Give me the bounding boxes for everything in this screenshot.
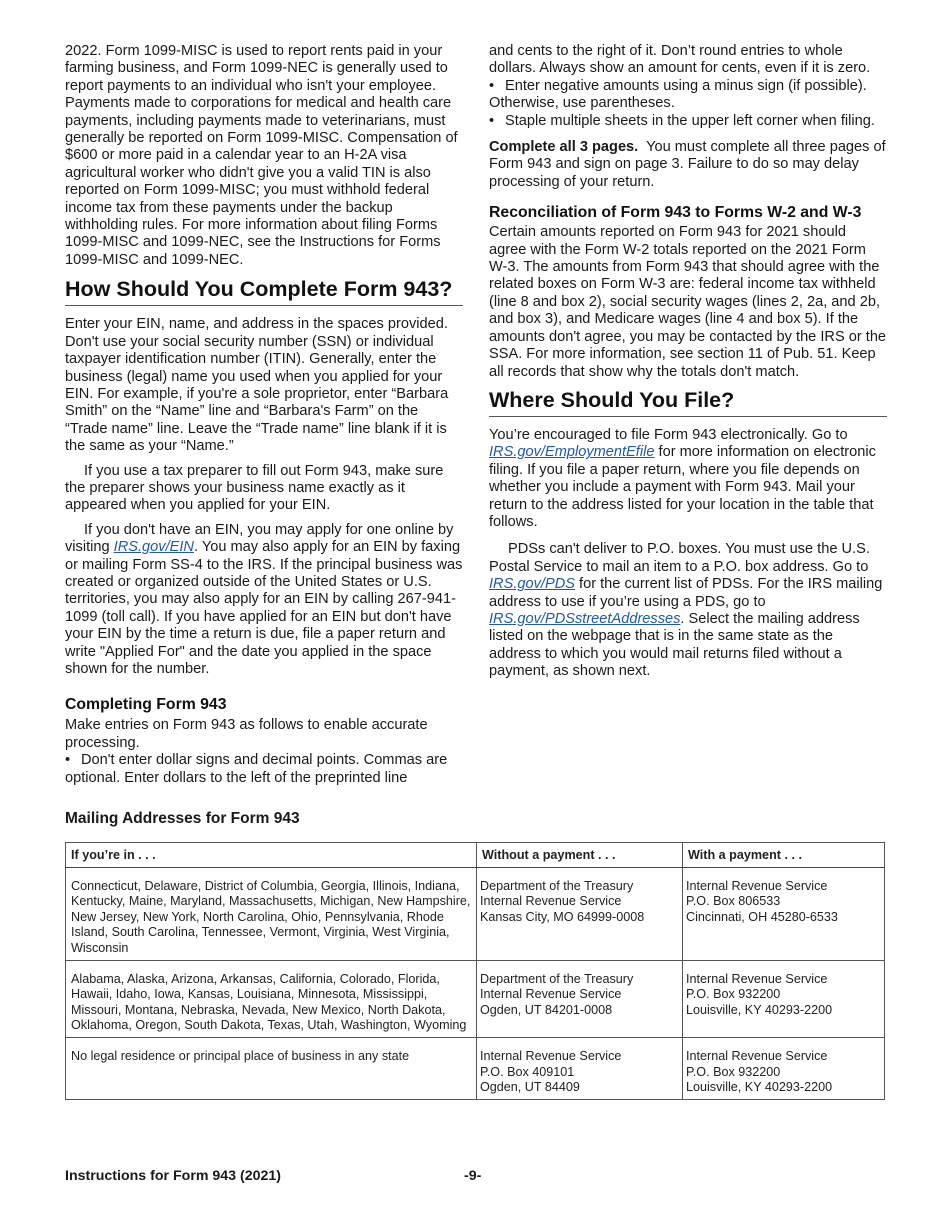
address-line: Internal Revenue Service: [686, 1048, 828, 1063]
address-line: Internal Revenue Service: [480, 1048, 622, 1063]
bullet-dollar-signs: [65, 752, 463, 787]
paragraph-cents: and cents to the right of it. Don’t round entries to whole dollars. Always show an amount for cents, even if it is zero.: [489, 43, 871, 77]
paragraph-complete-all-pages: [489, 139, 887, 191]
paragraph-ein-name-address: Enter your EIN, name, and address in the spaces provided. Don't use your social security number (SSN) or individual taxpayer identification number (ITIN). Generally, enter the business (legal) name you used when you applied for your EIN. For example, if you're a sole proprietor, enter “Barbara Smith” on the “Name” line and “Barbara's Farm” on the “Trade name” line. Leave the “Trade name” line blank if it is the same as your “Name.”: [65, 316, 449, 455]
complete-all-pages-lead: Complete all 3 pages.: [489, 139, 639, 156]
paragraph-pds-text-3: . Select the mailing address listed on the webpage that is in the same state as the address to which you would mail returns filed without a payment, as shown next.: [489, 610, 860, 680]
complete-all-pages-text: You must complete all three pages of Form 943 and sign on page 3. Failure to do so may delay processing of your return.: [489, 139, 886, 190]
link-irs-pds-street-addresses[interactable]: IRS.gov/PDSstreetAddresses: [489, 610, 681, 627]
link-irs-pds[interactable]: IRS.gov/PDS: [489, 576, 575, 593]
paragraph-pds-text-2: for the current list of PDSs. For the IRS mailing address to use if you’re using a PDS, go to: [489, 576, 883, 610]
cell-without-payment: [477, 867, 683, 960]
paragraph-1099-intro: 2022. Form 1099-MISC is used to report rents paid in your farming business, and Form 1099-NEC is generally used to report payments to an individual who isn't your employee. Payments made to corporations for medical and health care payments, including payments made to veterinarians, must generally be reported on Form 1099-MISC. Compensation of $600 or more paid in a calendar year to an H-2A visa agricultural worker who didn't give you a valid TIN is also reported on Form 1099-MISC; you must withhold federal income tax from these payments under the backup withholding rules. For more information about filing Forms 1099-MISC and 1099-NEC, see the Instructions for Forms 1099-MISC and 1099-NEC.: [65, 43, 458, 268]
paragraph-reconciliation: Certain amounts reported on Form 943 for 2021 should agree with the Form W-2 totals reported on the 2021 Form W-3. The amounts from Form 943 that should agree with the related boxes on Form W-3 are: federal income tax withheld (line 8 and box 2), social security wages (lines 2, 2a, and 2b, and box 3), and Medicare wages (line 4 and box 5). If the amounts don't agree, you may be contacted by the IRS or the SSA. For more information, see section 11 of Pub. 51. Keep all records that show why the totals don't match.: [489, 224, 887, 380]
address-line: Department of the Treasury: [480, 878, 634, 893]
paragraph-pds-text-1: PDSs can't deliver to P.O. boxes. You must use the U.S. Postal Service to mail an item to a P.O. box address. Go to: [489, 541, 870, 575]
heading-completing-form: Completing Form 943: [65, 696, 227, 714]
address-line: Department of the Treasury: [480, 971, 634, 986]
paragraph-pds: [489, 541, 887, 680]
header-location: If you’re in . . .: [66, 843, 477, 868]
address-line: P.O. Box 409101: [480, 1064, 575, 1079]
address-line: Ogden, UT 84409: [480, 1080, 580, 1095]
link-irs-ein[interactable]: IRS.gov/EIN: [113, 539, 194, 556]
address-line: Ogden, UT 84201-0008: [480, 1002, 613, 1017]
link-irs-employment-efile[interactable]: IRS.gov/EmploymentEfile: [489, 444, 655, 461]
paragraph-no-ein: [65, 522, 463, 679]
header-without-payment: Without a payment . . .: [477, 843, 683, 868]
bullet-icon: •: [65, 752, 71, 769]
paragraph-make-entries: Make entries on Form 943 as follows to enable accurate processing.: [65, 717, 428, 751]
footer-doc-title: Instructions for Form 943 (2021): [65, 1168, 282, 1184]
paragraph-efile: [489, 427, 887, 531]
bullet-icon: •: [489, 112, 495, 129]
address-line: P.O. Box 932200: [686, 987, 781, 1002]
mailing-addresses-table: [65, 842, 885, 1100]
address-line: Louisville, KY 40293-2200: [686, 1002, 833, 1017]
bullet-icon: •: [489, 77, 495, 94]
paragraph-tax-preparer: If you use a tax preparer to fill out Form 943, make sure the preparer shows your business name exactly as it appeared when you applied for your EIN.: [65, 462, 444, 514]
cell-without-payment: [477, 1037, 683, 1099]
heading-reconciliation: Reconciliation of Form 943 to Forms W-2 and W-3: [489, 204, 862, 222]
table-row: [66, 1037, 885, 1099]
paragraph-no-ein-text-1: If you don't have an EIN, you may apply for one online by visiting: [65, 521, 454, 556]
address-line: P.O. Box 932200: [686, 1064, 781, 1079]
address-line: Internal Revenue Service: [480, 987, 622, 1002]
bullet-negative-amounts-text: Enter negative amounts using a minus sign (if possible). Otherwise, use parentheses.: [489, 77, 867, 112]
paragraph-efile-text-1: You’re encouraged to file Form 943 electronically. Go to: [489, 426, 848, 443]
header-with-payment: With a payment . . .: [683, 843, 885, 868]
footer-page-number: -9-: [464, 1168, 482, 1184]
address-line: Internal Revenue Service: [480, 894, 622, 909]
heading-how-complete: How Should You Complete Form 943?: [65, 276, 463, 306]
address-line: Internal Revenue Service: [686, 971, 828, 986]
cell-location: Connecticut, Delaware, District of Columbia, Georgia, Illinois, Indiana, Kentucky, Maine, Maryland, Massachusetts, Michigan, New Hampshire, New Jersey, New York, North Carolina, Ohio, Pennsylvania, Rhode Island, South Carolina, Tennessee, Vermont, Virginia, West Virginia, Wisconsin: [66, 867, 477, 960]
cell-with-payment: [683, 1037, 885, 1099]
bullet-staple-text: Staple multiple sheets in the upper left corner when filing.: [505, 112, 875, 129]
table-row: [66, 867, 885, 960]
table-header-row: [66, 843, 885, 868]
table-title: Mailing Addresses for Form 943: [65, 810, 300, 827]
address-line: Kansas City, MO 64999-0008: [480, 909, 645, 924]
address-line: P.O. Box 806533: [686, 894, 781, 909]
paragraph-efile-text-2: for more information on electronic filing. If you file a paper return, where you file depends on whether you include a payment with Form 943. Mail your return to the address listed for your location in the table that follows.: [489, 444, 876, 530]
bullet-negative-amounts: [489, 78, 887, 113]
bullet-dollar-signs-text: Don't enter dollar signs and decimal points. Commas are optional. Enter dollars to the left of the preprinted line: [65, 752, 448, 786]
cell-with-payment: [683, 960, 885, 1037]
table-row: [66, 960, 885, 1037]
heading-where-file: Where Should You File?: [489, 387, 887, 417]
paragraph-no-ein-text-2: . You may also apply for an EIN by faxing or mailing Form SS-4 to the IRS. If the principal business was created or organized outside of the United States or U.S. territories, you may also apply for an EIN by calling 267-941-1099 (toll call). If you have applied for an EIN but don't have your EIN by the time a return is due, file a paper return and write "Applied For" and the date you applied in the space shown for the number.: [65, 539, 463, 677]
bullet-staple: [489, 113, 887, 130]
cell-without-payment: [477, 960, 683, 1037]
cell-location: No legal residence or principal place of business in any state: [66, 1037, 477, 1099]
address-line: Louisville, KY 40293-2200: [686, 1080, 833, 1095]
address-line: Cincinnati, OH 45280-6533: [686, 909, 838, 924]
cell-location: Alabama, Alaska, Arizona, Arkansas, California, Colorado, Florida, Hawaii, Idaho, Iowa, Kansas, Louisiana, Minnesota, Mississippi, Missouri, Montana, Nebraska, Nevada, New Mexico, North Dakota, Oklahoma, Oregon, South Dakota, Texas, Utah, Washington, Wyoming: [66, 960, 477, 1037]
left-column: [65, 43, 463, 787]
address-line: Internal Revenue Service: [686, 878, 828, 893]
right-column: [489, 43, 887, 681]
cell-with-payment: [683, 867, 885, 960]
